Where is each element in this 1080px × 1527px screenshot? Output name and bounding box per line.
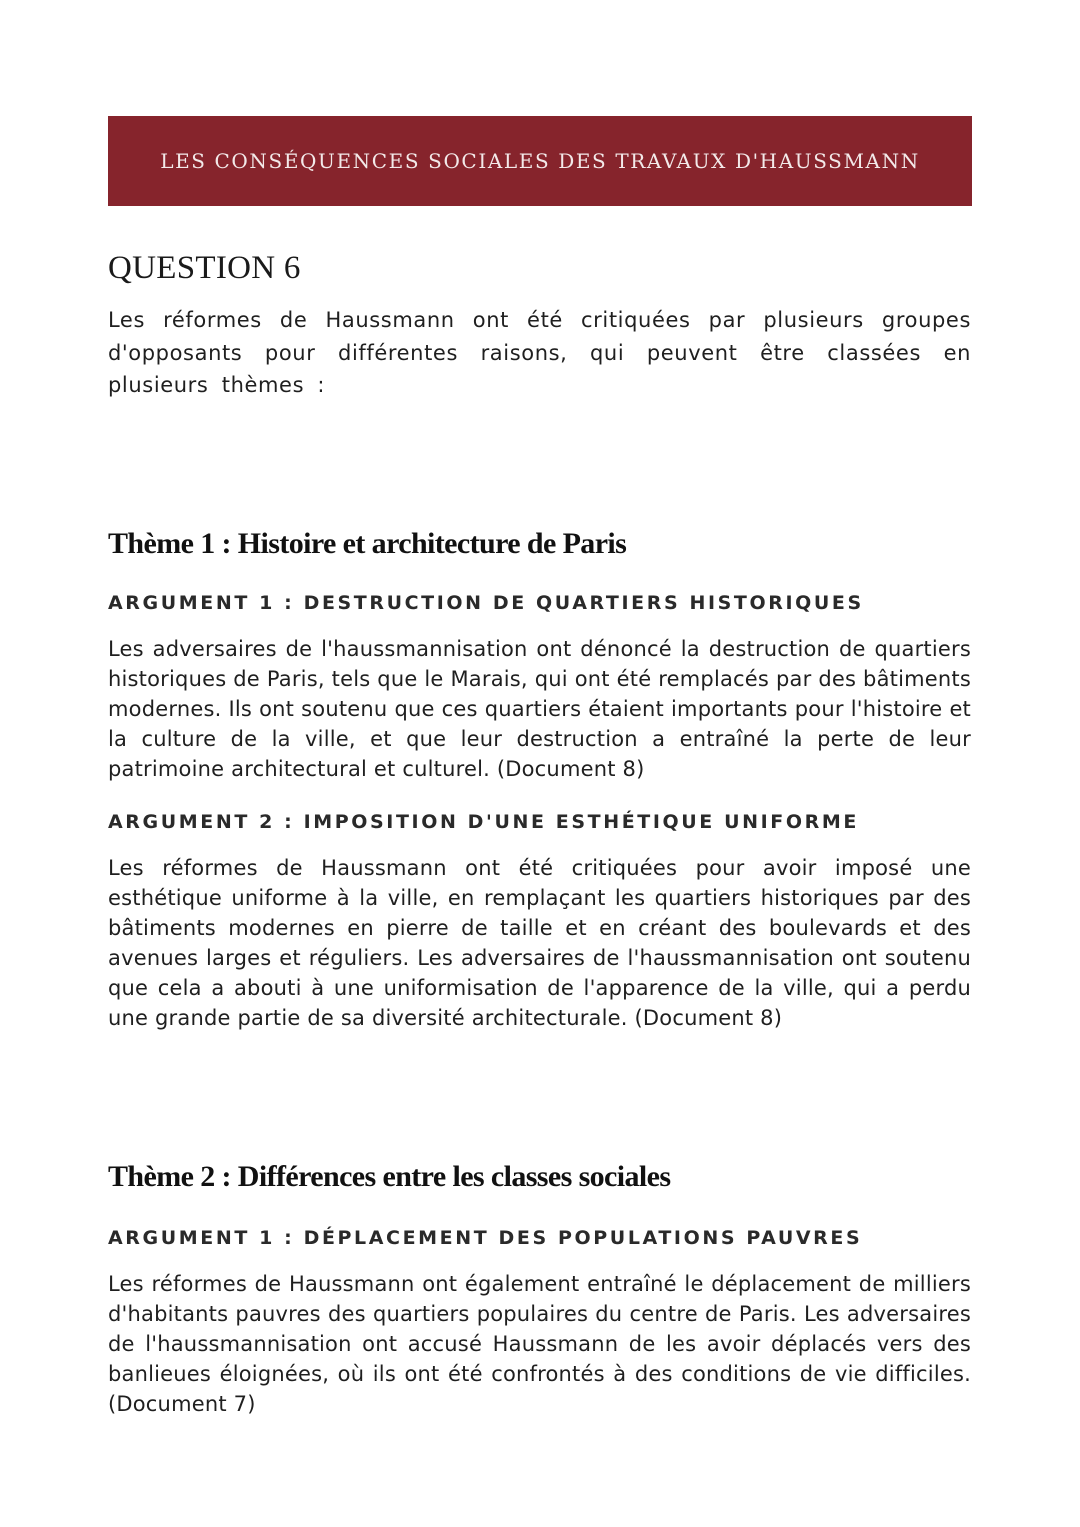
banner-title: LES CONSÉQUENCES SOCIALES DES TRAVAUX D'HAUSSMANN (160, 149, 920, 173)
question-title: QUESTION 6 (108, 250, 301, 286)
theme-1-argument-1-text: Les adversaires de l'haussmannisation ont dénoncé la destruction de quartiers historiques de Paris, tels que le Marais, qui ont été remplacés par des bâtiments modernes. Ils ont soutenu que ces quartiers étaient importants pour l'histoire et la culture de la ville, et que leur destruction a entraîné la perte de leur patrimoine architectural et culturel. (Document 8) (108, 637, 971, 781)
header-banner (108, 116, 972, 206)
theme-2-title: Thème 2 : Différences entre les classes sociales (108, 1160, 671, 1193)
theme-2-argument-1-text: Les réformes de Haussmann ont également entraîné le déplacement de milliers d'habitants pauvres des quartiers populaires du centre de Paris. Les adversaires de l'haussmannisation ont accusé Haussmann de les avoir déplacés vers des banlieues éloignées, où ils ont été confrontés à des conditions de vie difficiles. (Document 7) (108, 1272, 971, 1416)
theme-2-argument-1-heading: ARGUMENT 1 : DÉPLACEMENT DES POPULATIONS PAUVRES (108, 1227, 863, 1249)
theme-1-argument-1-heading: ARGUMENT 1 : DESTRUCTION DE QUARTIERS HISTORIQUES (108, 592, 864, 614)
theme-1-argument-2-text: Les réformes de Haussmann ont été critiquées pour avoir imposé une esthétique uniforme à la ville, en remplaçant les quartiers historiques par des bâtiments modernes en pierre de taille et en créant des boulevards et des avenues larges et réguliers. Les adversaires de l'haussmannisation ont soutenu que cela a abouti à une uniformisation de l'apparence de la ville, qui a perdu une grande partie de sa diversité architecturale. (Document 8) (108, 856, 971, 1030)
theme-1-title: Thème 1 : Histoire et architecture de Paris (108, 527, 627, 560)
question-intro: Les réformes de Haussmann ont été critiquées par plusieurs groupes d'opposants pour différentes raisons, qui peuvent être classées en plusieurs thèmes : (108, 308, 971, 397)
theme-1-argument-2-heading: ARGUMENT 2 : IMPOSITION D'UNE ESTHÉTIQUE UNIFORME (108, 811, 859, 833)
